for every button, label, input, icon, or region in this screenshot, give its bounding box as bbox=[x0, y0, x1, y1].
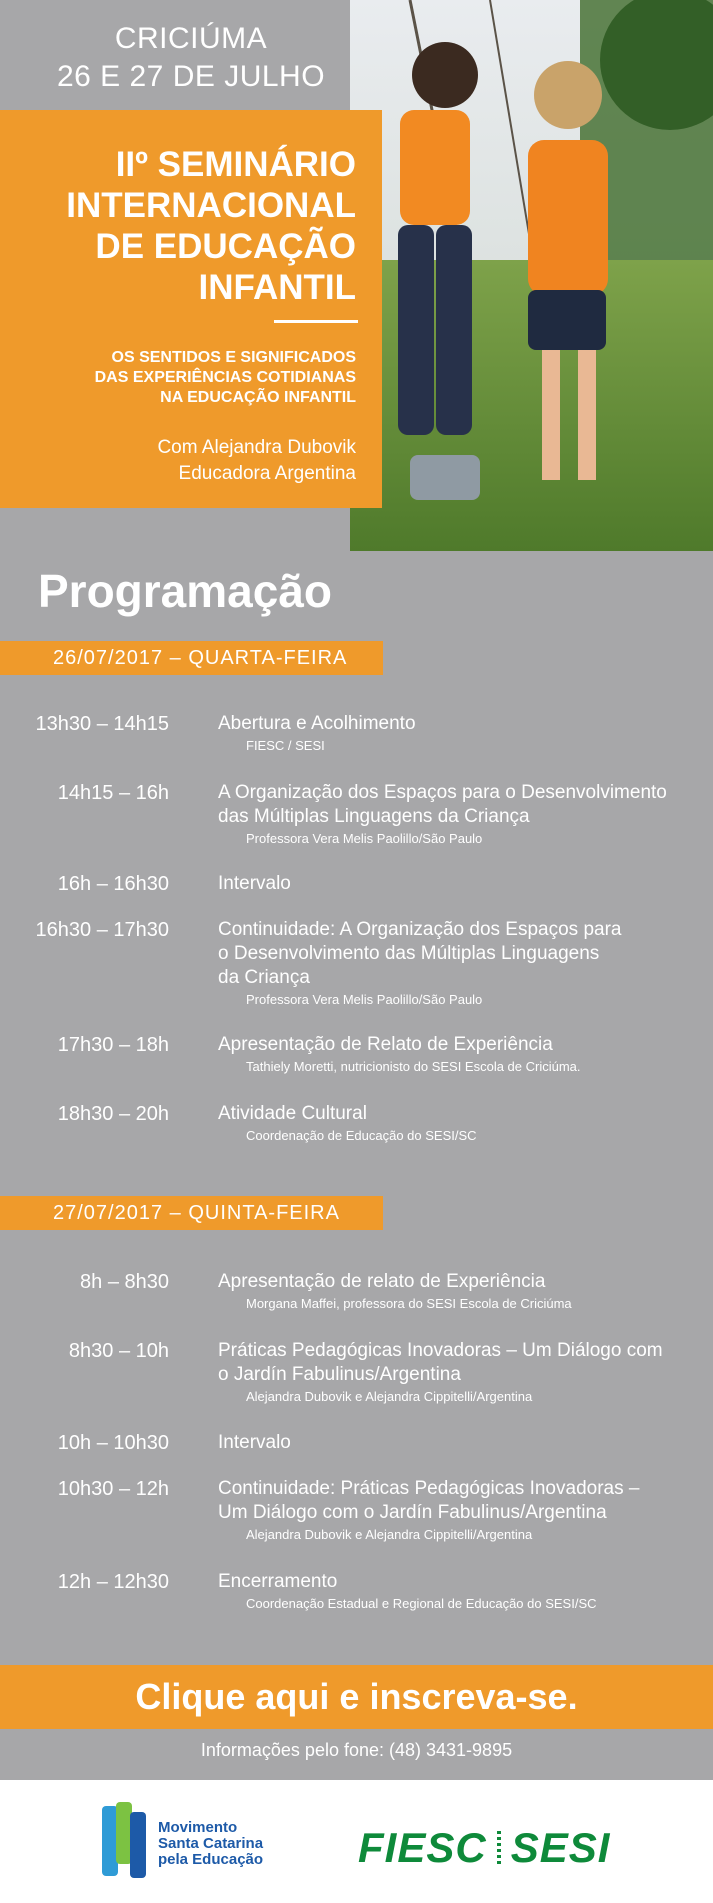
activity-title: Práticas Pedagógicas Inovadoras – Um Diálogo com o Jardín Fabulinus/Argentina bbox=[218, 1340, 663, 1385]
activity-note: Coordenação de Educação do SESI/SC bbox=[246, 1128, 477, 1143]
time: 17h30 – 18h bbox=[57, 1034, 169, 1056]
event-title: IIº SEMINÁRIO INTERNACIONAL DE EDUCAÇÃO INFANTIL bbox=[66, 145, 356, 307]
sesi-wordmark: SESI bbox=[510, 1824, 611, 1871]
activity-note: Professora Vera Melis Paolillo/São Paulo bbox=[246, 992, 483, 1007]
day-band-1 bbox=[0, 641, 383, 675]
hero-banner bbox=[0, 0, 713, 551]
program-heading: Programação bbox=[38, 565, 333, 617]
footer-logos bbox=[0, 1780, 713, 1903]
day-label: 27/07/2017 – QUINTA-FEIRA bbox=[53, 1202, 340, 1224]
activity bbox=[218, 1431, 688, 1455]
activity-title: Apresentação de Relato de Experiência bbox=[218, 1034, 553, 1055]
time: 16h30 – 17h30 bbox=[35, 919, 169, 941]
activity-title: Atividade Cultural bbox=[218, 1103, 367, 1124]
activity-title: Encerramento bbox=[218, 1571, 338, 1592]
movimento-logo-icon bbox=[96, 1798, 156, 1884]
activity-title: A Organização dos Espaços para o Desenvolvimento das Múltiplas Linguagens da Criança bbox=[218, 782, 667, 827]
time: 8h30 – 10h bbox=[68, 1340, 169, 1362]
place-and-date bbox=[0, 20, 382, 96]
activity bbox=[218, 1102, 688, 1146]
activity-note: Professora Vera Melis Paolillo/São Paulo bbox=[246, 831, 483, 846]
activity bbox=[218, 872, 688, 896]
time: 18h30 – 20h bbox=[57, 1103, 169, 1125]
activity-note: Alejandra Dubovik e Alejandra Cippitelli/Argentina bbox=[246, 1389, 533, 1404]
activity-title: Abertura e Acolhimento bbox=[218, 713, 416, 734]
time: 14h15 – 16h bbox=[57, 782, 169, 804]
activity-title: Continuidade: Práticas Pedagógicas Inovadoras – Um Diálogo com o Jardín Fabulinus/Argentina bbox=[218, 1478, 640, 1523]
activity-note: Morgana Maffei, professora do SESI Escola de Criciúma bbox=[246, 1296, 572, 1311]
time: 16h – 16h30 bbox=[57, 873, 169, 895]
activity-note: Tathiely Moretti, nutricionisto do SESI Escola de Criciúma. bbox=[246, 1059, 581, 1074]
title-box bbox=[0, 110, 382, 508]
activity-title: Intervalo bbox=[218, 873, 291, 894]
activity-note: Coordenação Estadual e Regional de Educação do SESI/SC bbox=[246, 1596, 597, 1611]
children-photo bbox=[350, 0, 713, 551]
activity bbox=[218, 1270, 688, 1314]
movimento-logo-text: Movimento Santa Catarina pela Educação bbox=[158, 1819, 264, 1868]
day-band-2 bbox=[0, 1196, 383, 1230]
time: 10h30 – 12h bbox=[57, 1478, 169, 1500]
activity bbox=[218, 918, 688, 1010]
fiesc-wordmark: FIESC bbox=[358, 1824, 487, 1871]
event-subtitle: OS SENTIDOS E SIGNIFICADOS DAS EXPERIÊNCIAS COTIDIANAS NA EDUCAÇÃO INFANTIL bbox=[94, 349, 356, 406]
activity bbox=[218, 1033, 688, 1077]
time: 13h30 – 14h15 bbox=[35, 713, 169, 735]
activity bbox=[218, 1339, 688, 1407]
fiesc-sesi-logo[interactable] bbox=[358, 1824, 610, 1872]
logo-separator bbox=[497, 1831, 501, 1865]
activity bbox=[218, 1477, 688, 1545]
title-divider bbox=[274, 320, 358, 323]
activity-title: Continuidade: A Organização dos Espaços para o Desenvolvimento das Múltiplas Linguagens da Criança bbox=[218, 919, 622, 988]
time: 8h – 8h30 bbox=[80, 1271, 169, 1293]
activity bbox=[218, 1570, 688, 1614]
activity-note: Alejandra Dubovik e Alejandra Cippitelli/Argentina bbox=[246, 1527, 533, 1542]
event-speaker: Com Alejandra Dubovik Educadora Argentina bbox=[157, 437, 356, 484]
contact-phone: Informações pelo fone: (48) 3431-9895 bbox=[200, 1740, 513, 1760]
time: 10h – 10h30 bbox=[57, 1432, 169, 1454]
movimento-santa-catarina-logo[interactable] bbox=[96, 1798, 276, 1884]
activity bbox=[218, 712, 688, 756]
activity-title: Apresentação de relato de Experiência bbox=[218, 1271, 546, 1292]
event-dates: 26 E 27 DE JULHO bbox=[56, 60, 326, 93]
register-button[interactable]: Clique aqui e inscreva-se. bbox=[0, 1665, 713, 1729]
activity-title: Intervalo bbox=[218, 1432, 291, 1453]
activity-note: FIESC / SESI bbox=[246, 738, 325, 753]
activity bbox=[218, 781, 688, 849]
day-label: 26/07/2017 – QUARTA-FEIRA bbox=[53, 647, 348, 669]
time: 12h – 12h30 bbox=[57, 1571, 169, 1593]
city: CRICIÚMA bbox=[114, 22, 268, 55]
